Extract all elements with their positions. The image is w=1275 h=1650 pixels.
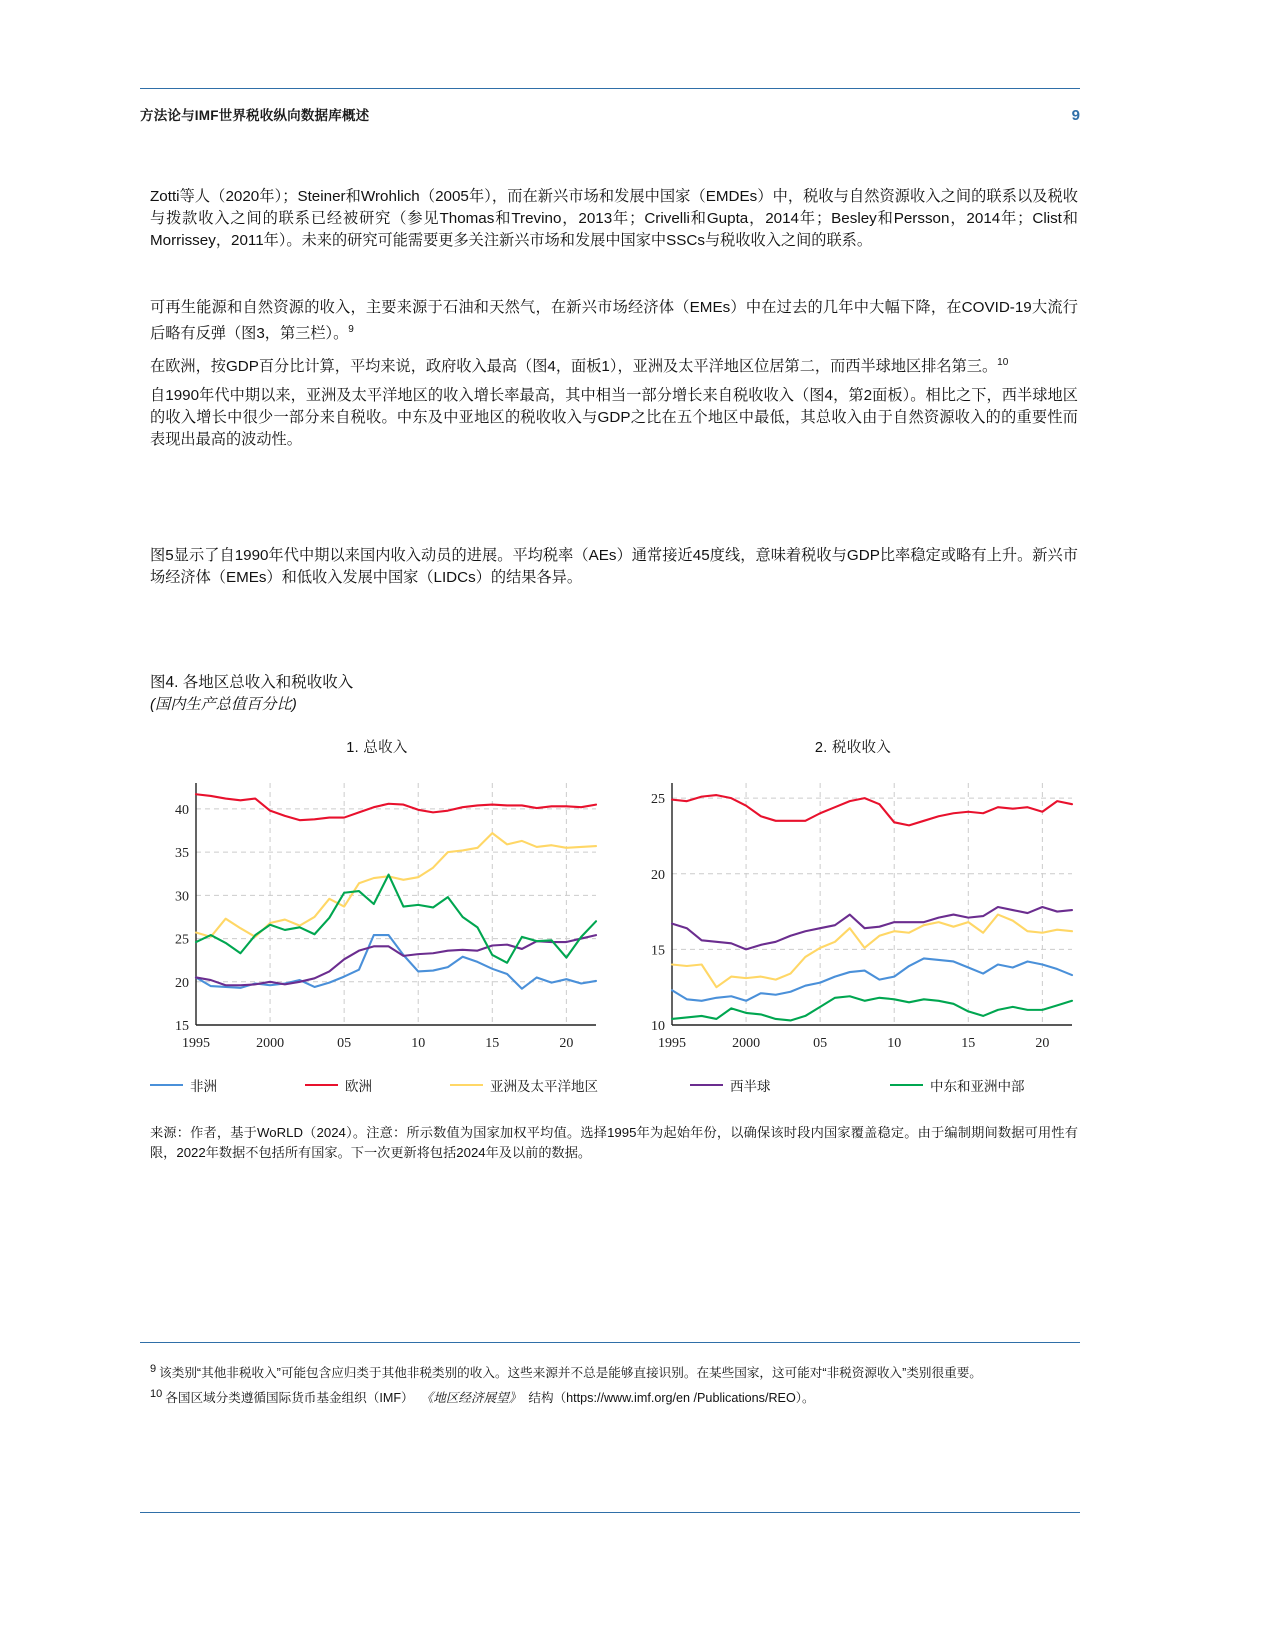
footnote-divider bbox=[140, 1342, 1080, 1343]
page-number: 9 bbox=[1071, 107, 1080, 124]
figure-subtitle: (国内生产总值百分比) bbox=[150, 696, 297, 713]
panel-1-title: 1. 总收入 bbox=[346, 740, 408, 756]
footnotes-block bbox=[150, 1360, 1078, 1409]
series-line-4 bbox=[196, 875, 596, 963]
legend-label: 亚洲及太平洋地区 bbox=[490, 1079, 598, 1094]
footnote-10-text-before: 各国区域分类遵循国际货币基金组织（IMF） bbox=[165, 1390, 414, 1405]
panel-1-svg bbox=[150, 769, 604, 1059]
legend-swatch-icon bbox=[890, 1084, 923, 1086]
x-tick-label: 05 bbox=[813, 1036, 828, 1051]
page-header bbox=[140, 104, 1080, 124]
legend-swatch-icon bbox=[305, 1084, 338, 1086]
header-title: 方法论与IMF世界税收纵向数据库概述 bbox=[140, 108, 370, 123]
panel-2-title: 2. 税收收入 bbox=[814, 740, 892, 756]
x-tick-label: 2000 bbox=[732, 1036, 761, 1051]
footnote-9-text: 该类别“其他非税收入”可能包含应归类于其他非税类别的收入。这些来源并不总是能够直接识别。在某些国家，这可能对“非税资源收入”类别很重要。 bbox=[159, 1366, 982, 1381]
x-tick-label: 10 bbox=[887, 1036, 902, 1051]
y-tick-label: 25 bbox=[651, 792, 665, 808]
footnote-10-italic-title: 《地区经济展望》 bbox=[420, 1390, 522, 1405]
legend-item-4[interactable] bbox=[890, 1075, 1025, 1095]
y-tick-label: 30 bbox=[175, 889, 189, 905]
x-tick-label: 15 bbox=[485, 1036, 500, 1051]
figure-title: 图4. 各地区总收入和税收收入 bbox=[150, 674, 354, 691]
y-tick-label: 10 bbox=[651, 1019, 665, 1034]
x-tick-label: 20 bbox=[559, 1036, 574, 1051]
paragraph-3-text: 在欧洲，按GDP百分比计算，平均来说，政府收入最高（图4，面板1），亚洲及太平洋地区位居第二，而西半球地区排名第三。 bbox=[150, 358, 998, 376]
figure-source-note: 来源：作者，基于WoRLD（2024）。注意：所示数值为国家加权平均值。选择1995年为起始年份，以确保该时段内国家覆盖稳定。由于编制期间数据可用性有限，2022年数据不包括所有国家。下一次更新将包括2024年及以前的数据。 bbox=[150, 1125, 1078, 1160]
legend-item-1[interactable] bbox=[305, 1075, 372, 1095]
legend-swatch-icon bbox=[690, 1084, 723, 1086]
figure-4 bbox=[150, 672, 1080, 1162]
x-tick-label: 05 bbox=[337, 1036, 352, 1051]
y-tick-label: 15 bbox=[651, 943, 665, 959]
x-tick-label: 15 bbox=[961, 1036, 976, 1051]
page-bottom-divider bbox=[140, 1512, 1080, 1513]
paragraph-2-text: 可再生能源和自然资源的收入，主要来源于石油和天然气，在新兴市场经济体（EMEs）中在过去的几年中大幅下降，在COVID-19大流行后略有反弹（图3，第三栏）。 bbox=[150, 299, 1078, 343]
x-tick-label: 2000 bbox=[256, 1036, 285, 1051]
footnote-9 bbox=[150, 1360, 1078, 1383]
y-tick-label: 20 bbox=[651, 867, 665, 883]
legend-label: 西半球 bbox=[730, 1079, 771, 1094]
x-tick-label: 1995 bbox=[182, 1036, 210, 1051]
body-paragraph-5: 图5显示了自1990年代中期以来国内收入动员的进展。平均税率（AEs）通常接近45度线，意味着税收与GDP比率稳定或略有上升。新兴市场经济体（EMEs）和低收入发展中国家（LIDCs）的结果各异。 bbox=[150, 547, 1078, 587]
series-line-1 bbox=[196, 794, 596, 820]
panel-1-total-revenue bbox=[150, 736, 604, 1059]
body-paragraph-2 bbox=[150, 297, 1078, 345]
footnote-ref-10[interactable]: 10 bbox=[997, 357, 1009, 368]
legend-label: 非洲 bbox=[190, 1079, 217, 1094]
y-tick-label: 20 bbox=[175, 975, 189, 991]
x-tick-label: 10 bbox=[411, 1036, 426, 1051]
footnote-10-number: 10 bbox=[150, 1387, 163, 1400]
header-divider bbox=[140, 88, 1080, 89]
x-tick-label: 20 bbox=[1035, 1036, 1050, 1051]
legend-swatch-icon bbox=[450, 1084, 483, 1086]
footnote-10 bbox=[150, 1385, 1078, 1408]
panel-2-svg bbox=[626, 769, 1080, 1059]
figure-legend bbox=[150, 1075, 1080, 1101]
series-line-0 bbox=[672, 958, 1072, 1000]
series-line-4 bbox=[672, 996, 1072, 1020]
series-line-1 bbox=[672, 795, 1072, 825]
body-paragraph-3 bbox=[150, 352, 1078, 378]
footnote-9-number: 9 bbox=[150, 1363, 157, 1375]
series-line-0 bbox=[196, 935, 596, 989]
footnote-10-text-after: 结构（https://www.imf.org/en /Publications/REO）。 bbox=[528, 1390, 815, 1405]
legend-item-0[interactable] bbox=[150, 1075, 217, 1095]
x-tick-label: 1995 bbox=[658, 1036, 686, 1051]
body-paragraph-4: 自1990年代中期以来，亚洲及太平洋地区的收入增长率最高，其中相当一部分增长来自税收收入（图4，第2面板）。相比之下，西半球地区的收入增长中很少一部分来自税收。中东及中亚地区的税收收入与GDP之比在五个地区中最低，其总收入由于自然资源收入的的重要性而表现出最高的波动性。 bbox=[150, 387, 1078, 449]
legend-item-2[interactable] bbox=[450, 1075, 598, 1095]
body-paragraph-1: Zotti等人（2020年）；Steiner和Wrohlich（2005年），而在新兴市场和发展中国家（EMDEs）中，税收与自然资源收入之间的联系以及税收与拨款收入之间的联系已经被研究（参见Thomas和Trevino，2013年；Crivelli和Gupta，2014年；Besley和Persson，2014年；Clist和Morrissey，2011年）。未来的研究可能需要更多关注新兴市场和发展中国家中SSCs与税收收入之间的联系。 bbox=[150, 188, 1078, 250]
panel-1-plot bbox=[150, 769, 604, 1059]
series-line-2 bbox=[196, 833, 596, 937]
footnote-ref-9[interactable]: 9 bbox=[348, 324, 354, 336]
y-tick-label: 35 bbox=[175, 846, 189, 862]
y-tick-label: 25 bbox=[175, 932, 189, 948]
legend-label: 中东和亚洲中部 bbox=[930, 1079, 1025, 1094]
legend-swatch-icon bbox=[150, 1084, 183, 1086]
y-tick-label: 40 bbox=[175, 802, 189, 818]
legend-label: 欧洲 bbox=[345, 1079, 372, 1094]
figure-panels bbox=[150, 736, 1080, 1059]
panel-2-plot bbox=[626, 769, 1080, 1059]
y-tick-label: 15 bbox=[175, 1019, 189, 1034]
legend-item-3[interactable] bbox=[690, 1075, 771, 1095]
panel-2-tax-revenue bbox=[626, 736, 1080, 1059]
